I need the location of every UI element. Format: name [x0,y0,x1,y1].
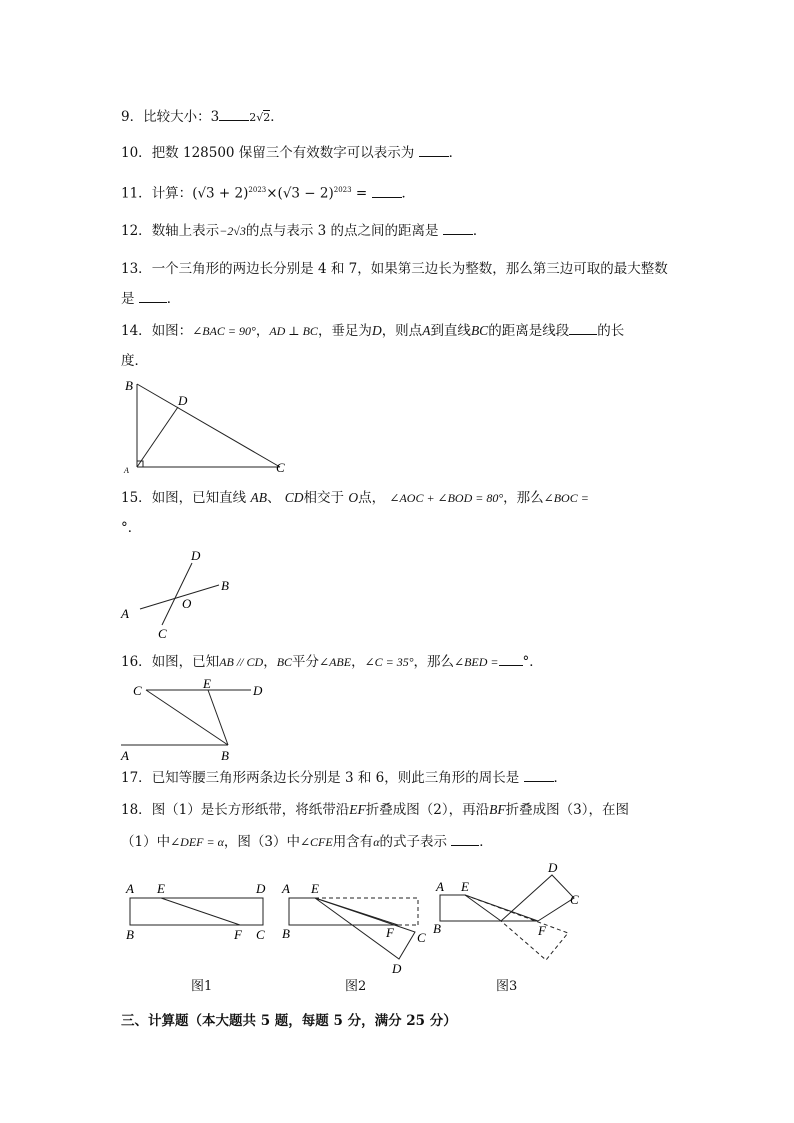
answer-blank [372,183,402,198]
question-10: 10．把数 128500 保留三个有效数字可以表示为 ． [121,142,684,164]
label-f: F [386,925,394,940]
label-b: B [221,748,229,763]
label-c: C [276,460,285,474]
question-11: 11．计算：$(√3 + 2)^{2023}\times(√3 - 2)^{2023}$ = ． [121,179,684,205]
answer-blank [524,767,554,782]
label-c: C [133,683,142,698]
label-a: A [282,881,290,896]
segment-bc [137,384,280,467]
label-b: B [282,926,290,941]
label-c: C [158,626,167,641]
figure-15 [115,547,245,646]
label-f: F [234,927,242,942]
answer-blank [219,106,249,121]
label-d: D [253,683,263,698]
question-18: 18．图（1）是长方形纸带，将纸带沿EF折叠成图（2），再沿BF折叠成图（3），在图 [121,802,629,818]
label-c: C [256,927,265,942]
question-18-line2: （1）中∠DEF = α，图（3）中∠CFE用含有α的式子表示 ． [121,831,684,853]
label-a: A [436,879,444,894]
label-e: E [311,881,319,896]
question-14: 14．如图：∠BAC = 90°，AD ⊥ BC，垂足为D，则点A到直线BC的距离是线段 的长 [121,320,684,342]
label-a: A [121,606,129,621]
question-15: 15．如图，已知直线 AB、 CD相交于 O点， ∠AOC + ∠BOD = 80°，那么∠BOC = [121,490,589,506]
figure-16 [115,677,275,771]
caption-figure-2: 图2 [345,979,367,994]
figure-18-panel-2 [289,898,418,959]
question-14-line2: 度． [121,353,148,369]
label-e: E [157,881,165,896]
label-o: O [182,596,192,611]
label-a: A [121,748,129,763]
caption-figure-3: 图3 [496,979,518,994]
answer-blank [569,320,597,335]
label-e: E [461,879,469,894]
answer-blank [451,831,479,846]
section-heading-3: 三、计算题（本大题共 5 题，每题 5 分，满分 25 分） [121,1013,457,1029]
label-d: D [178,393,188,408]
label-b: B [433,921,441,936]
caption-figure-1: 图1 [191,979,213,994]
question-13: 13．一个三角形的两边长分别是 4 和 7，如果第三边长为整数，那么第三边可取的最大整数 [121,261,668,277]
label-a: A [126,881,134,896]
label-d: D [191,548,201,563]
label-d: D [392,961,402,976]
question-16: 16．如图，已知AB // CD，BC平分∠ABE，∠C = 35°，那么∠BED = °． [121,651,684,673]
figure-18-panel-1 [130,898,263,925]
segment-eb [208,690,228,745]
figure-14 [118,374,298,478]
answer-blank [419,142,449,157]
label-b: B [126,927,134,942]
figure-18 [118,858,598,987]
line-cd [162,563,192,625]
label-d: D [256,881,266,896]
question-9: 9．比较大小：3 2√2． [121,106,684,129]
segment-cb [146,690,228,745]
label-c: C [417,930,426,945]
segment-ad [137,407,178,467]
question-12: 12．数轴上表示−2√3的点与表示 3 的点之间的距离是 ． [121,220,684,242]
answer-blank [443,220,473,235]
answer-blank [499,651,523,666]
label-e: E [203,677,211,691]
answer-blank [139,288,167,303]
question-15-line2: °． [121,520,142,536]
label-f: F [538,923,546,938]
label-b: B [221,578,229,593]
label-c: C [570,892,579,907]
question-13-line2: 是 ． [121,288,684,310]
label-d: D [548,860,558,875]
label-b: B [125,378,133,393]
question-17: 17．已知等腰三角形两条边长分别是 3 和 6，则此三角形的周长是 ． [121,767,684,789]
label-a: A [124,466,129,474]
